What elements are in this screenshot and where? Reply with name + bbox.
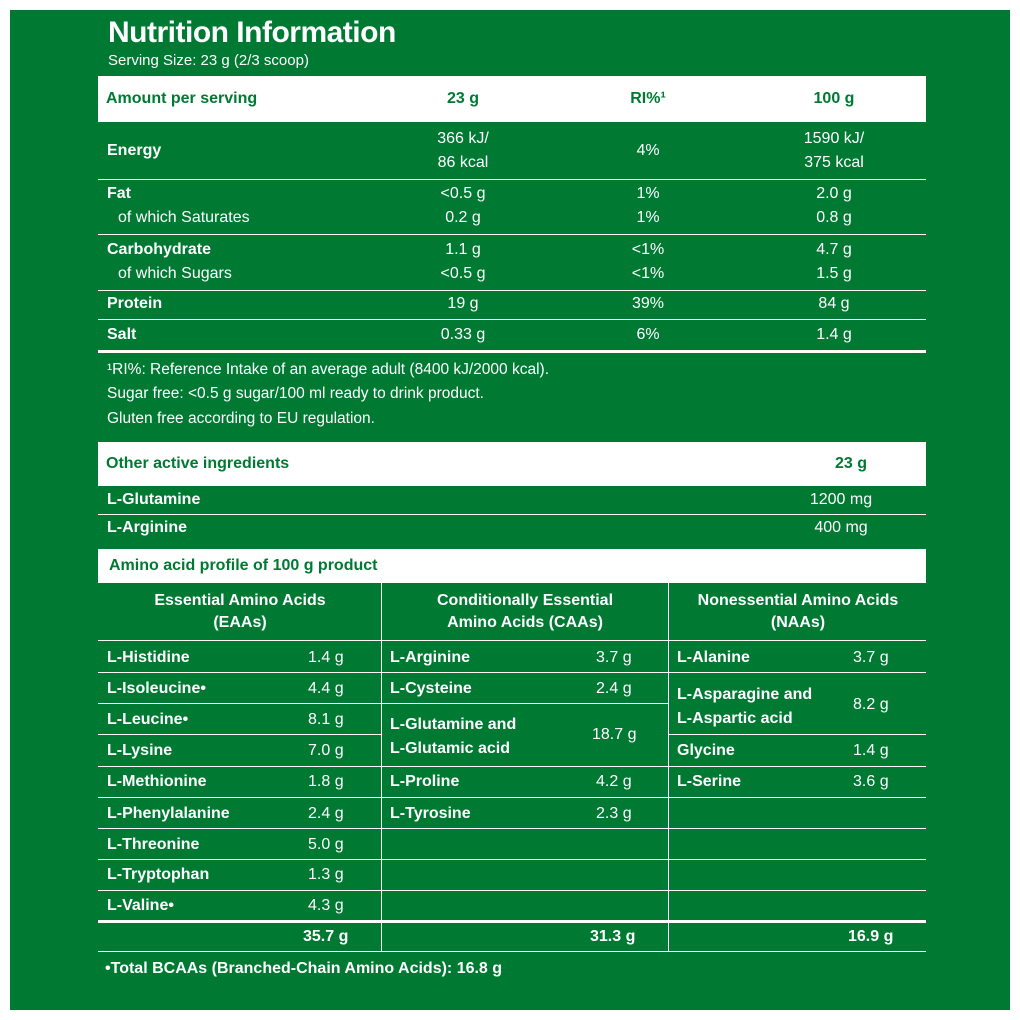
- naa-name: L-Serine: [677, 773, 742, 790]
- note-gluten-free: Gluten free according to EU regulation.: [107, 410, 375, 427]
- divider: [98, 859, 926, 860]
- row-fat-100: 2.0 g: [816, 185, 852, 202]
- row-protein-ri: 39%: [631, 295, 665, 312]
- divider: [98, 797, 381, 798]
- header-100g: 100 g: [813, 90, 855, 107]
- divider: [98, 951, 926, 952]
- row-energy-100: 1590 kJ/: [803, 130, 865, 147]
- row-fat-23b: 0.2 g: [445, 209, 481, 226]
- row-carb-sub: of which Sugars: [118, 265, 232, 282]
- row-fat-100b: 0.8 g: [816, 209, 852, 226]
- row-salt-ri: 6%: [636, 326, 660, 343]
- row-carb-ri2: <1%: [631, 265, 665, 282]
- naa-title-abbr: (NAAs): [770, 614, 826, 631]
- eaa-title-abbr: (EAAs): [213, 614, 267, 631]
- eaa-value: 4.4 g: [308, 680, 344, 697]
- active-row-value: 400 mg: [814, 519, 868, 536]
- divider-thick: [98, 350, 926, 353]
- note-sugar-free: Sugar free: <0.5 g sugar/100 ml ready to drink product.: [107, 385, 484, 402]
- row-fat-23: <0.5 g: [440, 185, 486, 202]
- eaa-value: 8.1 g: [308, 711, 344, 728]
- naa-total: 16.9 g: [848, 928, 894, 945]
- caa-value: 2.4 g: [596, 680, 632, 697]
- eaa-value: 1.8 g: [308, 773, 344, 790]
- row-energy-ri: 4%: [636, 142, 660, 159]
- caa-value: 18.7 g: [592, 726, 637, 743]
- eaa-value: 7.0 g: [308, 742, 344, 759]
- row-carb-100b: 1.5 g: [816, 265, 852, 282]
- eaa-value: 1.3 g: [308, 866, 344, 883]
- row-energy-23: 366 kJ/: [437, 130, 489, 147]
- column-divider: [668, 583, 669, 951]
- divider: [98, 234, 926, 235]
- eaa-value: 5.0 g: [308, 836, 344, 853]
- bcaa-footnote: •Total BCAAs (Branched-Chain Amino Acids): 16.8 g: [105, 960, 503, 977]
- naa-name: L-Asparagine and: [677, 686, 813, 703]
- eaa-name: L-Valine•: [107, 897, 174, 914]
- divider-thick: [98, 920, 926, 923]
- column-divider: [381, 583, 382, 951]
- eaa-name: L-Lysine: [107, 742, 173, 759]
- active-row-value: 1200 mg: [809, 491, 873, 508]
- eaa-value: 2.4 g: [308, 805, 344, 822]
- divider: [98, 672, 381, 673]
- divider: [98, 890, 926, 891]
- active-header: [98, 442, 926, 486]
- caa-total: 31.3 g: [590, 928, 636, 945]
- row-fat-ri: 1%: [636, 185, 660, 202]
- row-carb-23b: <0.5 g: [440, 265, 486, 282]
- nutrition-header: [98, 76, 926, 122]
- row-salt-label: Salt: [107, 326, 137, 343]
- divider: [382, 797, 668, 798]
- active-header-value: 23 g: [834, 455, 867, 472]
- row-carb-23: 1.1 g: [445, 241, 481, 258]
- caa-title: Conditionally Essential: [436, 592, 614, 609]
- naa-value: 3.7 g: [853, 649, 889, 666]
- serving-size: Serving Size: 23 g (2/3 scoop): [108, 52, 309, 69]
- naa-value: 8.2 g: [853, 696, 889, 713]
- caa-value: 2.3 g: [596, 805, 632, 822]
- active-header-label: Other active ingredients: [106, 455, 290, 472]
- caa-name: L-Proline: [390, 773, 460, 790]
- divider: [98, 290, 926, 291]
- caa-name: L-Tyrosine: [390, 805, 471, 822]
- divider: [98, 766, 381, 767]
- eaa-value: 1.4 g: [308, 649, 344, 666]
- row-protein-label: Protein: [107, 295, 163, 312]
- eaa-name: L-Leucine•: [107, 711, 189, 728]
- active-row-label: L-Glutamine: [107, 491, 201, 508]
- row-fat-sub: of which Saturates: [118, 209, 250, 226]
- divider: [669, 672, 926, 673]
- row-carb-ri: <1%: [631, 241, 665, 258]
- eaa-value: 4.3 g: [308, 897, 344, 914]
- eaa-name: L-Isoleucine•: [107, 680, 206, 697]
- row-carb-label: Carbohydrate: [107, 241, 212, 258]
- naa-name: L-Alanine: [677, 649, 750, 666]
- divider: [98, 703, 381, 704]
- note-ri: ¹RI%: Reference Intake of an average adult (8400 kJ/2000 kcal).: [107, 361, 549, 378]
- divider: [382, 672, 668, 673]
- divider: [98, 179, 926, 180]
- naa-name: Glycine: [677, 742, 735, 759]
- divider: [98, 514, 926, 515]
- caa-name: L-Cysteine: [390, 680, 472, 697]
- caa-name: L-Arginine: [390, 649, 470, 666]
- amino-header: [98, 549, 926, 583]
- caa-value: 3.7 g: [596, 649, 632, 666]
- row-carb-100: 4.7 g: [816, 241, 852, 258]
- page-title: Nutrition Information: [108, 16, 396, 49]
- row-energy-23b: 86 kcal: [437, 154, 489, 171]
- divider: [669, 766, 926, 767]
- eaa-name: L-Histidine: [107, 649, 190, 666]
- divider: [98, 640, 926, 641]
- eaa-name: L-Phenylalanine: [107, 805, 230, 822]
- divider: [382, 766, 668, 767]
- row-protein-100: 84 g: [818, 295, 850, 312]
- naa-name-line2: L-Aspartic acid: [677, 710, 793, 727]
- naa-value: 1.4 g: [853, 742, 889, 759]
- eaa-name: L-Threonine: [107, 836, 200, 853]
- eaa-name: L-Tryptophan: [107, 866, 210, 883]
- divider: [669, 734, 926, 735]
- nutrition-panel: [10, 10, 1010, 1010]
- row-energy-label: Energy: [107, 142, 162, 159]
- row-protein-23: 19 g: [447, 295, 479, 312]
- row-energy-100b: 375 kcal: [804, 154, 864, 171]
- row-salt-23: 0.33 g: [440, 326, 486, 343]
- header-amount: Amount per serving: [106, 90, 258, 107]
- divider: [382, 703, 668, 704]
- caa-name: L-Glutamine and: [390, 716, 517, 733]
- eaa-name: L-Methionine: [107, 773, 207, 790]
- header-ri: RI%¹: [630, 90, 666, 107]
- divider: [98, 828, 926, 829]
- caa-name-line2: L-Glutamic acid: [390, 740, 511, 757]
- caa-value: 4.2 g: [596, 773, 632, 790]
- caa-title-abbr: Amino Acids (CAAs): [447, 614, 603, 631]
- naa-title: Nonessential Amino Acids: [697, 592, 899, 609]
- eaa-title: Essential Amino Acids: [154, 592, 326, 609]
- active-row-label: L-Arginine: [107, 519, 187, 536]
- naa-value: 3.6 g: [853, 773, 889, 790]
- row-salt-100: 1.4 g: [816, 326, 852, 343]
- amino-header-label: Amino acid profile of 100 g product: [109, 557, 378, 574]
- divider: [98, 734, 381, 735]
- divider: [98, 319, 926, 320]
- eaa-total: 35.7 g: [303, 928, 349, 945]
- divider: [669, 797, 926, 798]
- row-fat-ri2: 1%: [636, 209, 660, 226]
- row-fat-label: Fat: [107, 185, 131, 202]
- header-23g: 23 g: [446, 90, 479, 107]
